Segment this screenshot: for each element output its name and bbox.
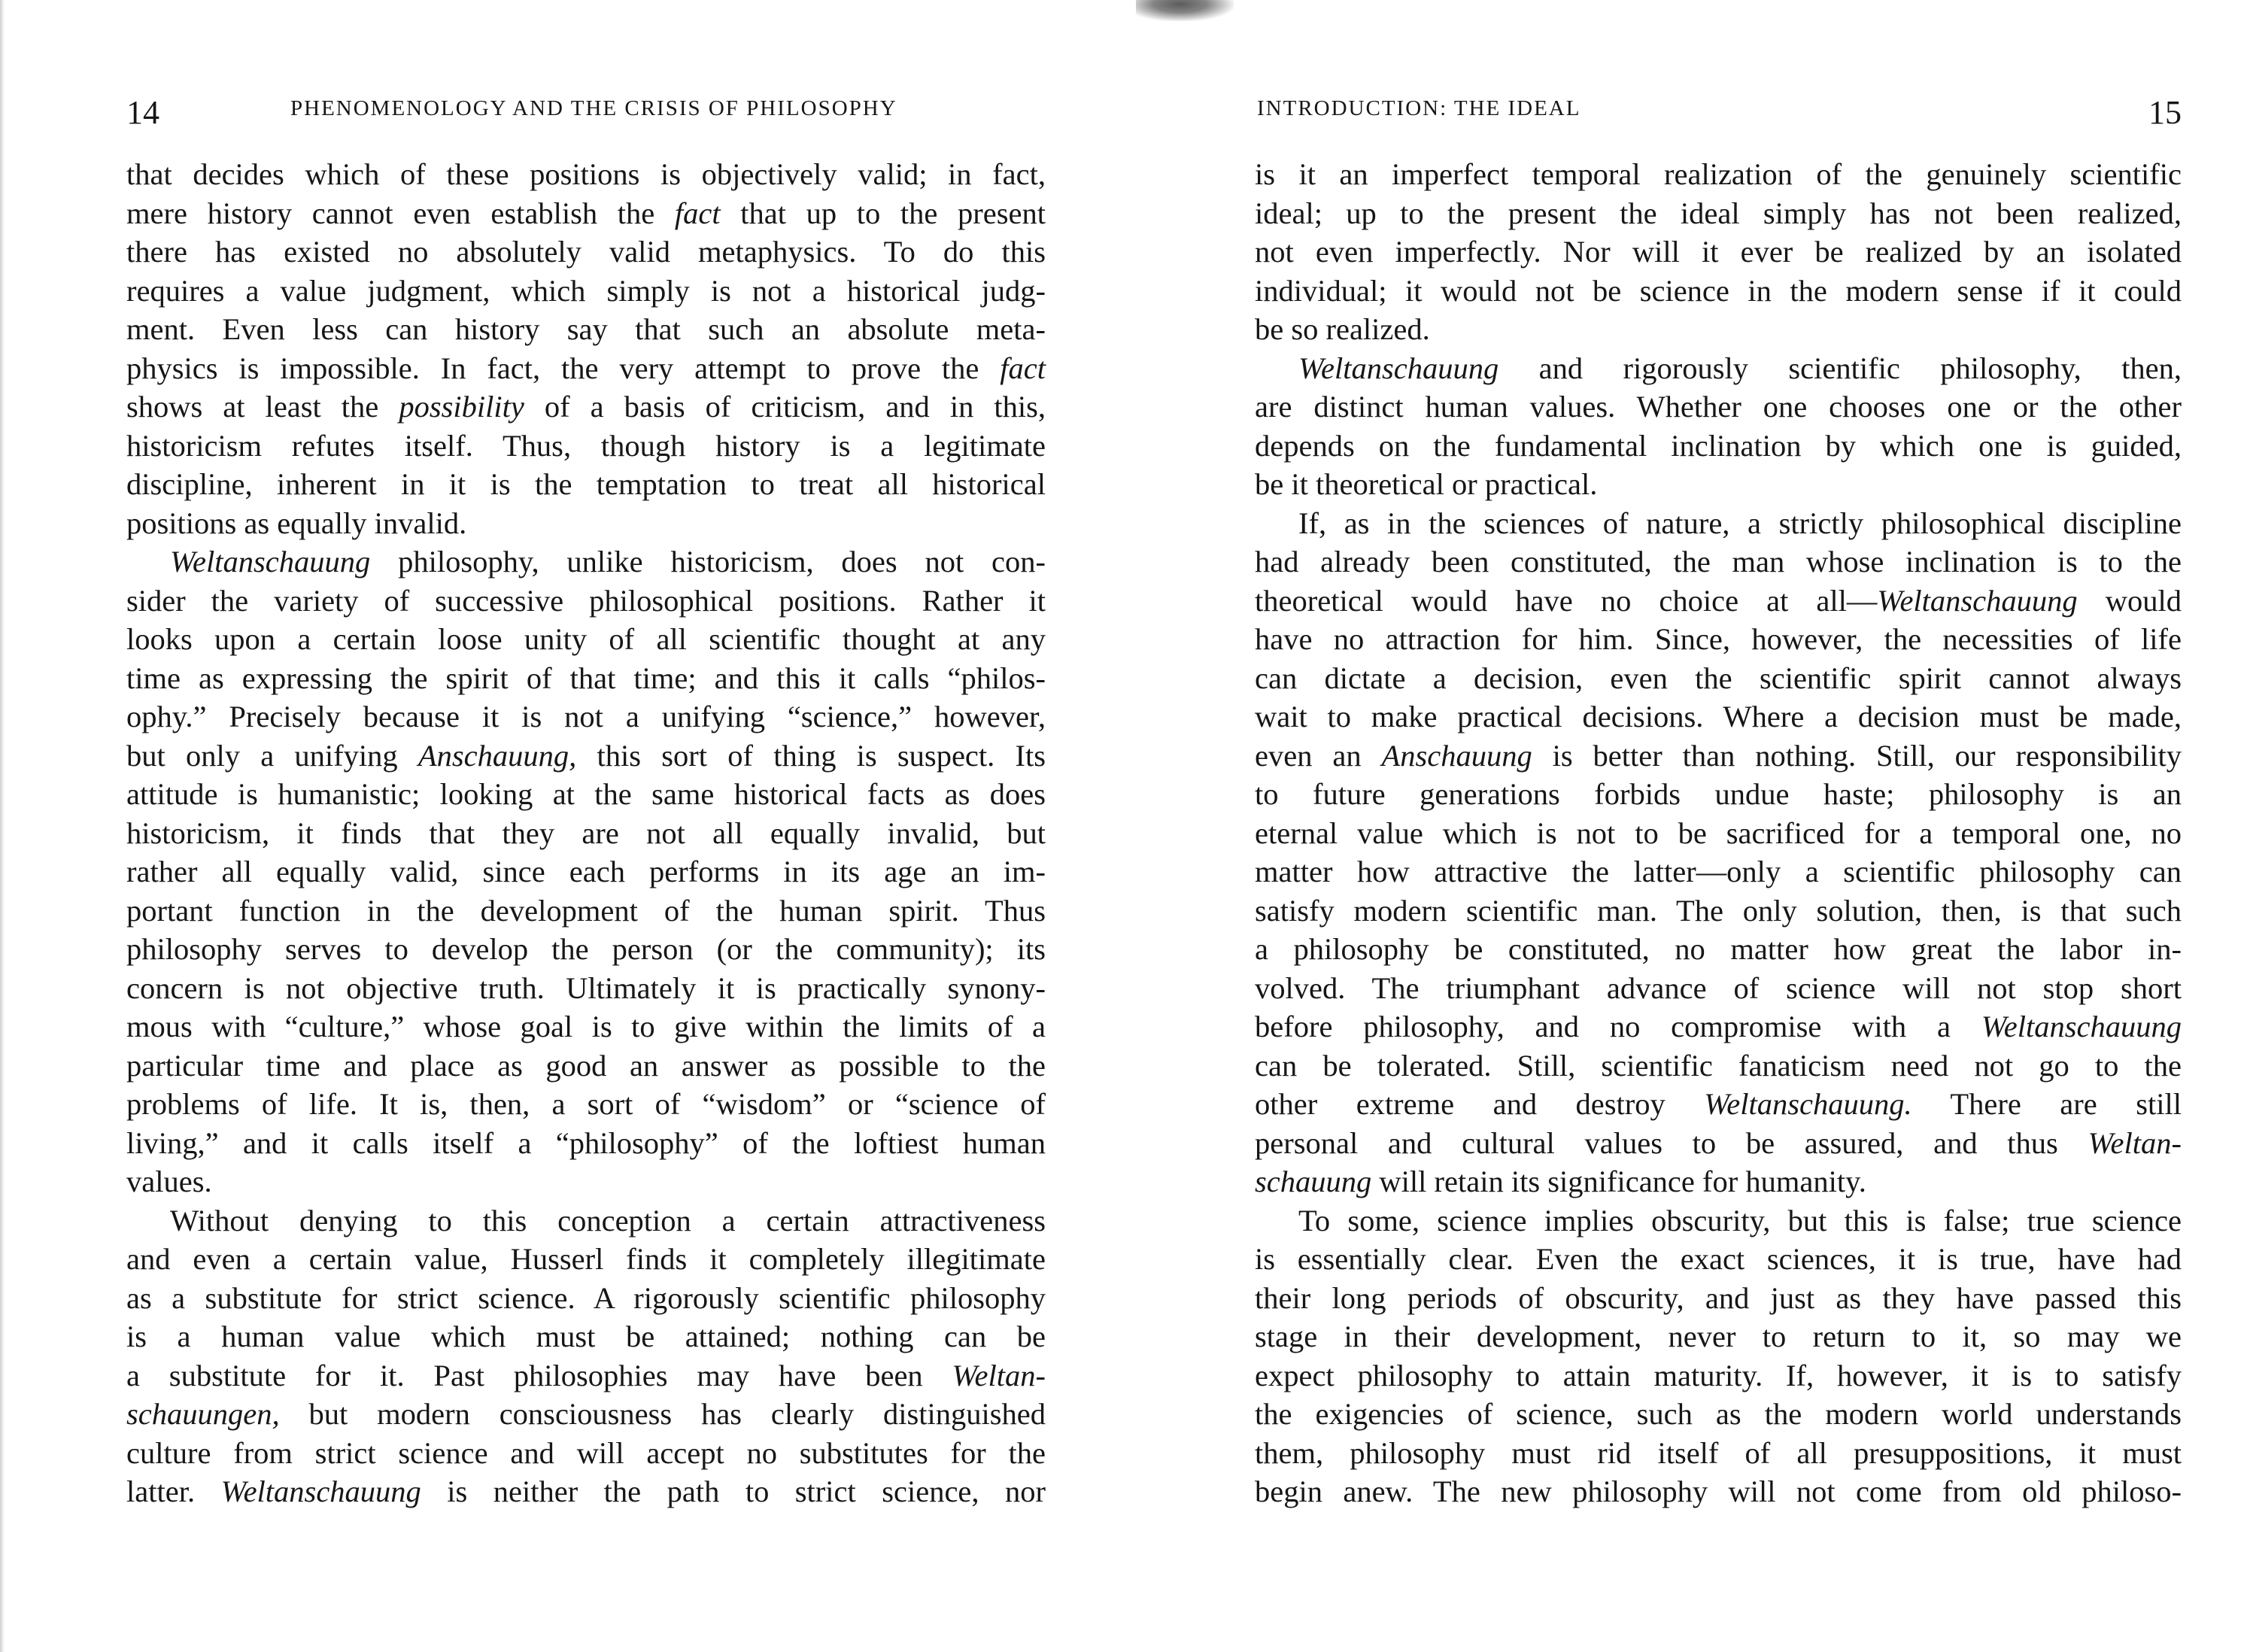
text-line: be it theoretical or practical. [1255, 467, 1598, 501]
text-line: even an Anschauung is better than nothing. Still, our responsibility [1255, 738, 2182, 773]
text-line: latter. Weltanschauung is neither the path to strict science, nor [126, 1474, 1046, 1508]
text-line: eternal value which is not to be sacrificed for a temporal one, no [1255, 815, 2182, 850]
italic-term: fact [674, 196, 721, 230]
text-line: can be tolerated. Still, scientific fanaticism need not go to the [1255, 1048, 2182, 1083]
italic-term: schauung [1255, 1165, 1372, 1198]
italic-term: Anschauung [1381, 738, 1532, 773]
text-line: positions as equally invalid. [126, 506, 467, 540]
left-page [0, 0, 1121, 1652]
paragraph [1255, 349, 2182, 504]
text-line: be so realized. [1255, 312, 1430, 346]
text-line: mere history cannot even establish the fact that up to the present [126, 196, 1046, 230]
text-line: but only a unifying Anschauung, this sort of thing is suspect. Its [126, 738, 1046, 773]
page-number: 14 [126, 94, 159, 131]
italic-term: Anschauung, [418, 738, 577, 773]
text-line: a philosophy be constituted, no matter how great the labor in- [1255, 932, 2182, 966]
text-line: them, philosophy must rid itself of all presuppositions, it must [1255, 1435, 2182, 1470]
text-line: discipline, inherent in it is the temptation to treat all historical [126, 467, 1046, 501]
italic-term: Weltanschauung [1877, 583, 2078, 618]
text-line: is essentially clear. Even the exact sciences, it is true, have had [1255, 1242, 2182, 1276]
text-line: mous with “culture,” whose goal is to give within the limits of a [126, 1010, 1046, 1043]
text-line: historicism, it finds that they are not all equally invalid, but [126, 815, 1046, 850]
paragraph [1255, 504, 2182, 1201]
text-line: begin anew. The new philosophy will not come from old philoso- [1255, 1474, 2182, 1508]
text-line: satisfy modern scientific man. The only solution, then, is that such [1255, 893, 2182, 928]
text-line: and even a certain value, Husserl finds it completely illegitimate [126, 1242, 1046, 1276]
text-line: have no attraction for him. Since, however, the necessities of life [1255, 622, 2182, 656]
page-number: 15 [2148, 94, 2182, 131]
text-line: looks upon a certain loose unity of all scientific thought at any [126, 622, 1046, 656]
text-line: schauung will retain its significance for humanity. [1255, 1165, 1866, 1198]
right-page [1121, 0, 2244, 1652]
text-line: particular time and place as good an answer as possible to the [126, 1048, 1046, 1083]
text-line: requires a value judgment, which simply is not a historical judg- [126, 273, 1046, 308]
text-line: had already been constituted, the man whose inclination is to the [1255, 545, 2182, 579]
paragraph [1255, 1201, 2182, 1511]
text-line: Weltanschauung philosophy, unlike historicism, does not con- [170, 545, 1046, 579]
italic-term: Weltanschauung [220, 1474, 421, 1508]
paragraph [126, 1201, 1046, 1511]
text-line: shows at least the possibility of a basis of criticism, and in this, [126, 390, 1046, 424]
text-line: wait to make practical decisions. Where a decision must be made, [1255, 700, 2182, 733]
text-line: to future generations forbids undue haste; philosophy is an [1255, 777, 2182, 811]
running-head: PHENOMENOLOGY AND THE CRISIS OF PHILOSOPHY [290, 96, 897, 120]
text-line: a substitute for it. Past philosophies may have been Weltan- [126, 1358, 1046, 1392]
text-line: as a substitute for strict science. A rigorously scientific philosophy [126, 1280, 1046, 1315]
text-line: the exigencies of science, such as the modern world understands [1255, 1397, 2182, 1431]
text-line: ophy.” Precisely because it is not a unifying “science,” however, [126, 700, 1046, 733]
italic-term: possibility [399, 390, 524, 424]
text-line: time as expressing the spirit of that time; and this it calls “philos- [126, 660, 1046, 695]
body-text [1255, 155, 2182, 1511]
text-line: theoretical would have no choice at all—Weltanschauung would [1255, 583, 2182, 618]
text-line: there has existed no absolutely valid metaphysics. To do this [126, 235, 1046, 269]
text-line: depends on the fundamental inclination by which one is guided, [1255, 428, 2182, 463]
italic-term: schauungen, [126, 1397, 280, 1431]
text-line: Weltanschauung and rigorously scientific philosophy, then, [1298, 351, 2182, 385]
text-line: can dictate a decision, even the scientific spirit cannot always [1255, 660, 2182, 695]
italic-term: Weltanschauung [170, 545, 371, 579]
text-line: ment. Even less can history say that such an absolute meta- [126, 312, 1046, 346]
text-line: schauungen, but modern consciousness has clearly distinguished [126, 1397, 1046, 1431]
text-line: problems of life. It is, then, a sort of “wisdom” or “science of [126, 1087, 1046, 1121]
text-line: portant function in the development of the human spirit. Thus [126, 893, 1046, 928]
text-line: To some, science implies obscurity, but this is false; true science [1298, 1203, 2182, 1237]
text-line: is a human value which must be attained; nothing can be [126, 1319, 1046, 1353]
text-line: personal and cultural values to be assured, and thus Weltan- [1255, 1125, 2182, 1160]
italic-term: Weltanschauung [1981, 1010, 2182, 1043]
text-line: physics is impossible. In fact, the very attempt to prove the fact [126, 351, 1046, 385]
paragraph [126, 542, 1046, 1201]
body-text [126, 155, 1046, 1511]
text-line: historicism refutes itself. Thus, though history is a legitimate [126, 428, 1046, 463]
text-line: rather all equally valid, since each performs in its age an im- [126, 855, 1046, 888]
paragraph [1255, 155, 2182, 349]
text-line: philosophy serves to develop the person (or the community); its [126, 932, 1046, 966]
italic-term: fact [1000, 351, 1046, 385]
text-line: their long periods of obscurity, and just as they have passed this [1255, 1280, 2182, 1315]
text-line: is it an imperfect temporal realization of the genuinely scientific [1255, 157, 2182, 191]
text-line: attitude is humanistic; looking at the same historical facts as does [126, 777, 1046, 811]
paragraph [126, 155, 1046, 542]
text-line: individual; it would not be science in the modern sense if it could [1255, 273, 2182, 308]
text-line: Without denying to this conception a certain attractiveness [170, 1203, 1046, 1237]
text-line: concern is not objective truth. Ultimately it is practically synony- [126, 970, 1046, 1005]
text-line: living,” and it calls itself a “philosophy” of the loftiest human [126, 1125, 1046, 1160]
text-line: culture from strict science and will accept no substitutes for the [126, 1435, 1046, 1470]
text-line: expect philosophy to attain maturity. If, however, it is to satisfy [1255, 1358, 2182, 1392]
italic-term: Weltanschauung. [1704, 1087, 1912, 1121]
running-head: INTRODUCTION: THE IDEAL [1257, 96, 1581, 120]
text-line: stage in their development, never to return to it, so may we [1255, 1319, 2182, 1353]
page-edge-shadow [0, 0, 5, 1652]
text-line: not even imperfectly. Nor will it ever be realized by an isolated [1255, 235, 2182, 269]
text-line: matter how attractive the latter—only a scientific philosophy can [1255, 855, 2182, 888]
italic-term: Weltan- [952, 1358, 1046, 1392]
text-line: are distinct human values. Whether one chooses one or the other [1255, 390, 2182, 424]
text-line: If, as in the sciences of nature, a strictly philosophical discipline [1298, 506, 2182, 540]
italic-term: Weltanschauung [1298, 351, 1499, 385]
text-line: values. [126, 1165, 212, 1198]
text-line: ideal; up to the present the ideal simply has not been realized, [1255, 196, 2182, 230]
text-line: other extreme and destroy Weltanschauung. There are still [1255, 1087, 2182, 1121]
text-line: that decides which of these positions is objectively valid; in fact, [126, 157, 1046, 191]
text-line: before philosophy, and no compromise with a Weltanschauung [1255, 1010, 2182, 1043]
text-line: volved. The triumphant advance of science will not stop short [1255, 970, 2182, 1005]
italic-term: Weltan- [2088, 1125, 2182, 1160]
text-line: sider the variety of successive philosophical positions. Rather it [126, 583, 1046, 618]
